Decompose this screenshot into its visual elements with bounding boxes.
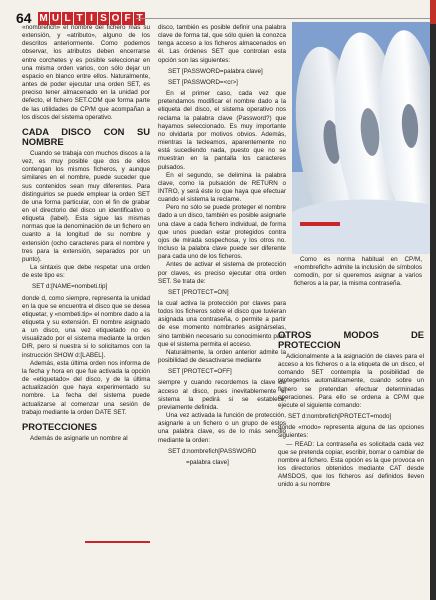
code-line: SET d:nombrefich[PASSWORD — [168, 447, 257, 455]
magazine-letter: M — [39, 13, 48, 24]
section-heading: OTROS MODOS DE PROTECCION — [278, 329, 424, 350]
code-line: SET d:nombrefich[PROTECT=modo] — [288, 413, 392, 421]
page-number: 64 — [16, 10, 32, 26]
section-heading: PROTECCIONES — [22, 420, 98, 432]
facing-page-edge — [430, 0, 436, 600]
paragraph: Cuando se trabaja con muchos discos a la vez, es muy posible que dos de ellos contengan los mismos ficheros, y aunque similares en el nombre, puede suceder que sus contenidos sean muy diferentes. Para distinguirlos se puede emplear la orden SET de una forma particular, con el fin de grabar en el directorio del disco un identificativo o etiqueta (label). Esta sigue las mismas normas que la denominación de un fichero en cuanto a la longitud de su nombre y extensión (ocho caracteres para el nombre y tres para la extensión, separados por un punto). — [22, 149, 150, 263]
paragraph: Además, esta última orden nos informa de la fecha y hora en que fue activada la opción de «etiquetado» del disco, y de la última actualización que haya experimentado su nombre. La fecha del sistema puede actualizarse al comenzar una sesión de trabajo mediante la orden DATE SET. — [22, 359, 150, 416]
paragraph: Pero no sólo se puede proteger el nombre dado a un disco, también es posible asignarle una clave a cada fichero individual, de forma que unos puedan estar protegidos contra ojos de mirada sospechosa, y los otros no. Incluso la palabra clave puede ser diferente para cada uno de los ficheros. — [158, 204, 286, 261]
code-line: =palabra clave] — [186, 458, 229, 466]
column-3 — [278, 330, 424, 490]
disks-illustration — [292, 22, 430, 254]
header-rule — [136, 18, 430, 19]
floppy-disks-photo — [292, 22, 430, 254]
magazine-letter: T — [74, 12, 85, 25]
magazine-letter: I — [86, 12, 97, 25]
paragraph: Naturalmente, la orden anterior admite la posibilidad de desactivarse mediante — [158, 348, 286, 365]
caption-text: Como es norma habitual en CP/M, «nombrefich» admite la inclusión de símbolos comodín, por si queremos asignar a varios ficheros a la par, la misma contraseña. — [294, 256, 422, 288]
section-heading: CADA DISCO CON SU NOMBRE — [22, 125, 150, 147]
code-line: SET d:[NAME=nombeti.tip] — [32, 283, 108, 291]
column-1 — [22, 24, 150, 443]
magazine-letter: U — [51, 13, 60, 24]
code-line: SET [PROTECT=ON] — [168, 288, 229, 296]
code-line: SET [PROTECT=OFF] — [168, 368, 232, 376]
column-2 — [158, 24, 286, 470]
facing-page-bleed — [430, 0, 436, 24]
magazine-letter: O — [111, 13, 120, 24]
paragraph: La sintaxis que debe respetar una orden de este tipo es: — [22, 264, 150, 280]
paragraph: donde d, como siempre, representa la unidad en la que se encuentra el disco que se desea etiquetar, y «nombeti.tip» el nombre dado a la etiqueta y su extensión. El nombre asignado a un disco, una vez etiquetado no es visualizado por el sistema mediante la orden DIR, pero si nuestra si lo solicitamos con la instrucción SHOW d:[LABEL]. — [22, 294, 150, 359]
photo-caption — [294, 256, 422, 289]
page-header — [8, 6, 424, 26]
paragraph: En el primer caso, cada vez que pretendamos modificar el nombre dado a la etiqueta del disco, el sistema operativo nos reclama la palabra clave (Password?) que hayamos seleccionado. Es muy importante no olvidarla por motivos obvios. Además, mientras la tecleamos, aparentemente no está sucediendo nada, puesto que no se muestran en la pantalla los caracteres pulsados. — [158, 90, 286, 171]
heading-rule — [85, 541, 150, 543]
paragraph: Una vez activada la función de protección, asignarle a un fichero o un grupo de estos una palabra clave, es de lo más sencillo mediante la orden: — [158, 412, 286, 444]
paragraph: — READ: La contraseña es solicitada cada vez que se pretenda copiar, escribir, borrar o cambiar de nombre al fichero. Esta opción es la que provoca en los directorios obtenidos mediante CAT desde AMSDOS, que los ficheros así definidos lleven unido a su nombre — [278, 440, 424, 489]
paragraph: «nombrefich» el nombre del fichero más su extensión, y «atributo», alguno de los descritos anteriormente. Como podemos observar, los atributos deben encerrarse entre corchetes y es posible seleccionar en una misma orden varios, con sólo dejar un espacio en blanco entre ellos. Naturalmente, antes de poder ejecutar una orden SET, es preciso tener almacenado en la unidad por defecto, el fichero SET.COM que forma parte de las utilidades de CP/M que acompañan a los discos del sistema operativo. — [22, 24, 150, 121]
paragraph: Antes de activar el sistema de protección por claves, es preciso ejecutar otra orden SET. Se trata de: — [158, 261, 286, 285]
paragraph: siempre y cuando recordemos la clave de acceso al disco, pues inevitablemente el sistema la pedirá si se establece, previamente definida. — [158, 379, 286, 411]
code-line: SET [PASSWORD=<cr>] — [168, 78, 238, 86]
paragraph: donde «modo» representa alguna de las opciones siguientes: — [278, 424, 424, 440]
magazine-letter: L — [62, 12, 73, 25]
paragraph: En el segundo, se delimina la palabra clave, como la pulsación de RETURN o INTRO, y será éste lo que haya que efectuar cuando el sistema la reclame. — [158, 171, 286, 204]
paragraph: la cual activa la protección por claves para todos los ficheros sobre el disco que tuvieran asignada una contraseña, o permite a partir de ese momento nombrarles asignárselas, sino también necesario su conocimiento para que el sistema permita el acceso. — [158, 300, 286, 348]
code-line: SET [PASSWORD=palabra clave] — [168, 67, 263, 75]
paragraph: Adicionalmente a la asignación de claves para el acceso a los ficheros o a la etiqueta de un disco, el comando SET contempla la posibilidad de protegerlos automáticamente, cuando sobre un fichero se pretendan efectuar determinadas operaciones. Para ello se ordena a CP/M que ejecute el siguiente comando: — [278, 353, 424, 409]
paragraph: Además de asignarle un nombre al — [30, 434, 128, 442]
magazine-letter: F — [122, 12, 133, 25]
magazine-letter: S — [98, 12, 109, 25]
paragraph: disco, también es posible definir una palabra clave de forma tal, que sólo quien la conozca tenga acceso a los ficheros almacenados en él. Las órdenes SET que controlan esta opción son las siguientes: — [158, 24, 286, 64]
